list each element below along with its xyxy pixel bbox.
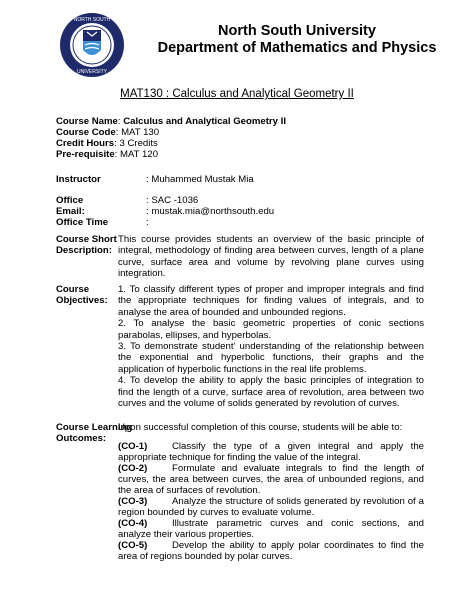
outcome-item bbox=[118, 518, 424, 540]
email-value: : mustak.mia@northsouth.edu bbox=[146, 206, 275, 217]
outcome-item bbox=[118, 496, 424, 518]
objective-item: 3. To demonstrate student’ understanding of the relationship between the exponential and hyperbolic functions, their graphs and the application of hyperbolic functions in the real life problems. bbox=[118, 341, 424, 375]
objective-item: 4. To develop the ability to apply the basic principles of integration to find the length of a curve, surface area of revolution, area between two curves and the volume of solids generated by revolution of curves. bbox=[118, 375, 424, 410]
outcome-text: Classify the type of a given integral and apply the appropriate technique for finding the value of the integral. bbox=[118, 441, 424, 463]
objective-item: 2. To analyse the basic geometric properties of conic sections parabolas, ellipses, and hyperbolas. bbox=[118, 318, 424, 341]
credit-hours-row: Credit Hours: 3 Credits bbox=[56, 138, 158, 149]
objective-item: 1. To classify different types of proper and improper integrals and find the appropriate techniques for finding values of integrals, and to analyse the area of bounded and unbounded regions. bbox=[118, 284, 424, 318]
course-code-value: MAT 130 bbox=[121, 127, 160, 138]
description-label-line1: Course Short bbox=[56, 234, 117, 245]
course-name-value: Calculus and Analytical Geometry II bbox=[123, 116, 286, 127]
outcome-code: (CO-1) bbox=[118, 441, 148, 452]
outcome-text: Analyze the structure of solids generated by revolution of a region bounded by curves to evaluate volume. bbox=[118, 496, 424, 518]
university-name: North South University bbox=[218, 23, 376, 39]
department-name: Department of Mathematics and Physics bbox=[157, 40, 437, 56]
objectives-list bbox=[118, 284, 424, 409]
outcome-item bbox=[118, 441, 424, 463]
objectives-label-line2: Objectives: bbox=[56, 295, 108, 306]
outcomes-label-line1: Course Learning bbox=[56, 422, 133, 433]
outcome-code: (CO-4) bbox=[118, 518, 148, 529]
credit-hours-value: 3 Credits bbox=[119, 138, 158, 149]
prerequisite-label: Pre-requisite bbox=[56, 149, 115, 160]
objectives-label-line1: Course bbox=[56, 284, 90, 295]
outcome-text: Formulate and evaluate integrals to find the length of curves, the area between curves, the area of unbounded regions, and the area of surfaces of revolution. bbox=[118, 463, 424, 496]
outcome-item bbox=[118, 463, 424, 496]
office-label: Office bbox=[56, 195, 84, 206]
outcomes-label-line2: Outcomes: bbox=[56, 433, 107, 444]
outcome-code: (CO-2) bbox=[118, 463, 148, 474]
office-value: : SAC -1036 bbox=[146, 195, 199, 206]
outcome-item bbox=[118, 540, 424, 562]
instructor-label: Instructor bbox=[56, 174, 101, 185]
course-code-row: Course Code: MAT 130 bbox=[56, 127, 160, 138]
prerequisite-row: Pre-requisite: MAT 120 bbox=[56, 149, 159, 160]
office-time-label: Office Time bbox=[56, 217, 109, 228]
course-name-label: Course Name bbox=[56, 116, 118, 127]
course-name-row: Course Name: Calculus and Analytical Geometry II bbox=[56, 116, 286, 127]
logo-text-bottom: UNIVERSITY bbox=[76, 69, 108, 75]
description-label-line2: Description: bbox=[56, 245, 112, 256]
description-text: This course provides students an overview of the basic principle of integral, methodology of finding area between curves, length of a plane curve, surface area and volume by revolving plane curves using integration. bbox=[118, 234, 424, 280]
outcome-code: (CO-5) bbox=[118, 540, 148, 551]
course-title: MAT130 : Calculus and Analytical Geometry II bbox=[120, 88, 354, 100]
course-code-label: Course Code bbox=[56, 127, 116, 138]
credit-hours-label: Credit Hours bbox=[56, 138, 115, 149]
office-time-value: : bbox=[146, 217, 149, 228]
outcome-code: (CO-3) bbox=[118, 496, 148, 507]
outcome-text: Illustrate parametric curves and conic sections, and analyze their various properties. bbox=[118, 518, 424, 540]
logo-text-top: NORTH SOUTH bbox=[73, 17, 111, 23]
prerequisite-value: MAT 120 bbox=[120, 149, 159, 160]
instructor-value: : Muhammed Mustak Mia bbox=[146, 174, 254, 185]
outcome-text: Develop the ability to apply polar coordinates to find the area of regions bounded by polar curves. bbox=[118, 540, 424, 562]
email-label: Email: bbox=[56, 206, 85, 217]
outcomes-intro: Upon successful completion of this course, students will be able to: bbox=[118, 422, 403, 433]
